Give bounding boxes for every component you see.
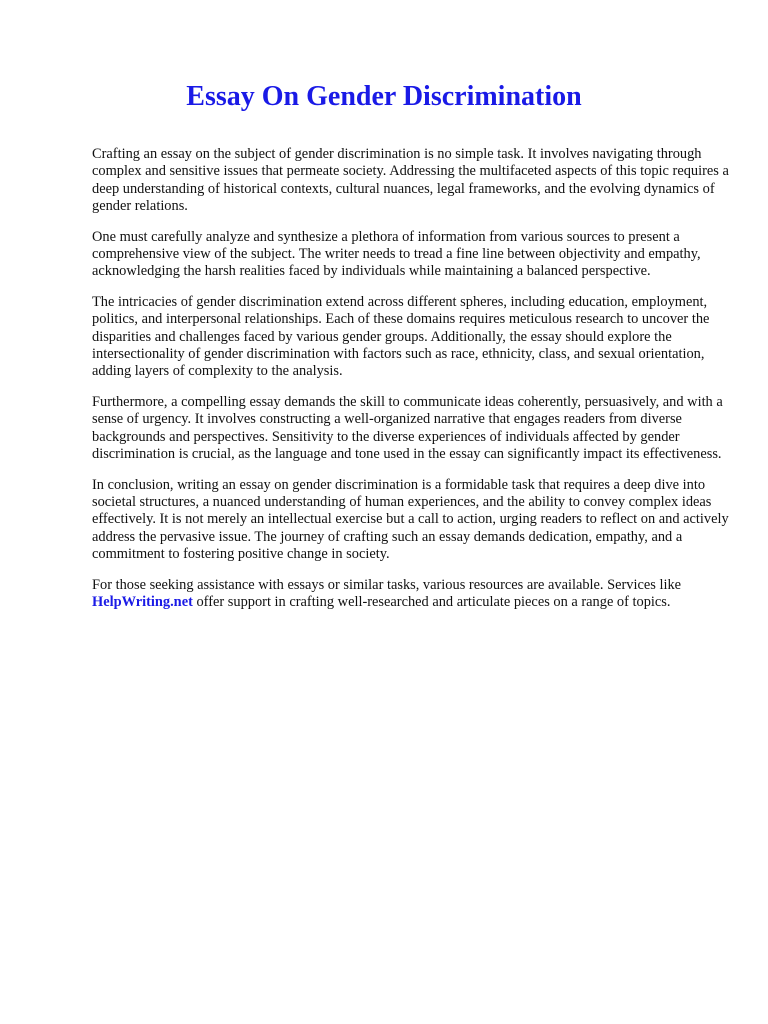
paragraph-3: The intricacies of gender discrimination extend across different spheres, including education, employment, politics, and interpersonal relationships. Each of these domains requires meticulous research to uncover the disparities and challenges faced by various gender groups. Additionally, the essay should explore the intersectionality of gender discrimination with factors such as race, ethnicity, class, and sexual orientation, adding layers of complexity to the analysis. (92, 294, 710, 380)
paragraph-2: One must carefully analyze and synthesize a plethora of information from various sources to present a comprehensive view of the subject. The writer needs to tread a fine line between objectivity and empathy, acknowledging the harsh realities faced by individuals while maintaining a balanced perspective. (92, 228, 701, 280)
paragraph-4: Furthermore, a compelling essay demands the skill to communicate ideas coherently, persuasively, and with a sense of urgency. It involves constructing a well-organized narrative that engages readers from diverse backgrounds and perspectives. Sensitivity to the diverse experiences of individuals affected by gender discrimination is crucial, as the language and tone used in the essay can significantly impact its effectiveness. (92, 394, 723, 462)
closing-text-before-link: For those seeking assistance with essays or similar tasks, various resources are available. Services like (92, 576, 682, 593)
essay-body (92, 146, 736, 625)
helpwriting-link[interactable]: HelpWriting.net (92, 594, 193, 611)
paragraph-5: In conclusion, writing an essay on gender discrimination is a formidable task that requires a deep dive into societal structures, a nuanced understanding of human experiences, and the ability to convey complex ideas effectively. It is not merely an intellectual exercise but a call to action, urging readers to reflect on and actively address the pervasive issue. The journey of crafting such an essay demands dedication, empathy, and a commitment to fostering positive change in society. (92, 476, 729, 562)
closing-text-after-link: offer support in crafting well-researched and articulate pieces on a range of topics. (192, 594, 671, 611)
closing-paragraph (92, 577, 736, 612)
paragraph-1: Crafting an essay on the subject of gender discrimination is no simple task. It involves navigating through complex and sensitive issues that permeate society. Addressing the multifaceted aspects of this topic requires a deep understanding of historical contexts, cultural nuances, legal frameworks, and the evolving dynamics of gender relations. (92, 146, 729, 214)
page-title: Essay On Gender Discrimination (186, 81, 582, 112)
